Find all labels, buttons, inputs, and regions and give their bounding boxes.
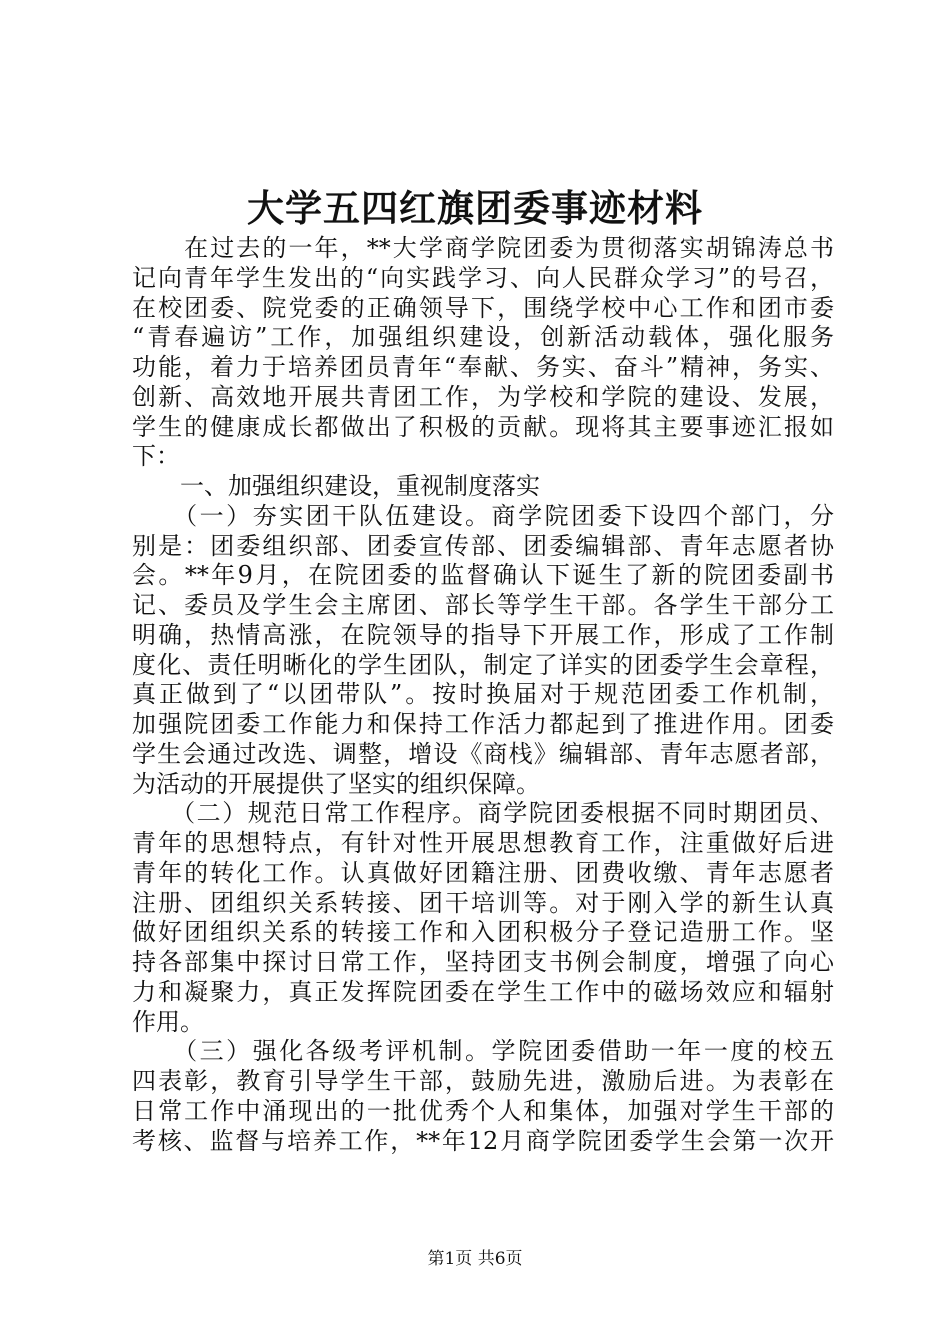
body-line: 在校团委、院党委的正确领导下，围绕学校中心工作和团市委 xyxy=(132,293,834,322)
body-line: “青春遍访”工作，加强组织建设，创新活动载体，强化服务 xyxy=(132,323,834,352)
body-line: 做好团组织关系的转接工作和入团积极分子登记造册工作。坚 xyxy=(132,918,834,947)
body-line: 创新、高效地开展共青团工作，为学校和学院的建设、发展， xyxy=(132,382,834,411)
body-line: 一、加强组织建设，重视制度落实 xyxy=(132,472,540,500)
body-line: 明确，热情高涨，在院领导的指导下开展工作，形成了工作制 xyxy=(132,620,834,649)
body-line: 别是：团委组织部、团委宣传部、团委编辑部、青年志愿者协 xyxy=(132,531,834,560)
body-line: 加强院团委工作能力和保持工作活力都起到了推进作用。团委 xyxy=(132,710,834,738)
document-body xyxy=(132,234,834,1156)
body-line: 记向青年学生发出的“向实践学习、向人民群众学习”的号召， xyxy=(132,263,834,292)
body-line: 真正做到了“以团带队”。按时换届对于规范团委工作机制， xyxy=(132,680,834,709)
body-line: 学生会通过改选、调整，增设《商栈》编辑部、青年志愿者部， xyxy=(132,739,834,768)
body-line: 注册、团组织关系转接、团干培训等。对于刚入学的新生认真 xyxy=(132,888,834,917)
body-line: 记、委员及学生会主席团、部长等学生干部。各学生干部分工 xyxy=(132,591,834,619)
document-title: 大学五四红旗团委事迹材料 xyxy=(247,186,703,230)
body-line: 青年的思想特点，有针对性开展思想教育工作，注重做好后进 xyxy=(132,829,834,857)
body-line: 为活动的开展提供了坚实的组织保障。 xyxy=(132,769,540,798)
body-line: （三）强化各级考评机制。学院团委借助一年一度的校五 xyxy=(132,1037,834,1066)
body-line: 作用。 xyxy=(132,1007,204,1036)
body-line: 下： xyxy=(132,442,180,471)
body-line: 青年的转化工作。认真做好团籍注册、团费收缴、青年志愿者 xyxy=(132,858,834,887)
body-line: 功能，着力于培养团员青年“奉献、务实、奋斗”精神，务实、 xyxy=(132,353,834,381)
body-line: 考核、监督与培养工作，**年12月商学院团委学生会第一次开 xyxy=(132,1126,834,1155)
body-line: 持各部集中探讨日常工作，坚持团支书例会制度，增强了向心 xyxy=(132,948,834,976)
body-line: （二）规范日常工作程序。商学院团委根据不同时期团员、 xyxy=(132,799,834,828)
body-line: 力和凝聚力，真正发挥院团委在学生工作中的磁场效应和辐射 xyxy=(132,977,834,1006)
page-footer: 第1页 共6页 xyxy=(427,1249,523,1269)
body-line: 四表彰，教育引导学生干部，鼓励先进，激励后进。为表彰在 xyxy=(132,1067,834,1095)
body-line: （一）夯实团干队伍建设。商学院团委下设四个部门，分 xyxy=(132,501,834,530)
body-line: 日常工作中涌现出的一批优秀个人和集体，加强对学生干部的 xyxy=(132,1096,834,1125)
body-line: 在过去的一年，**大学商学院团委为贯彻落实胡锦涛总书 xyxy=(132,234,834,262)
body-line: 会。**年9月，在院团委的监督确认下诞生了新的院团委副书 xyxy=(132,561,834,590)
body-line: 学生的健康成长都做出了积极的贡献。现将其主要事迹汇报如 xyxy=(132,412,834,441)
body-line: 度化、责任明晰化的学生团队，制定了详实的团委学生会章程， xyxy=(132,650,834,679)
